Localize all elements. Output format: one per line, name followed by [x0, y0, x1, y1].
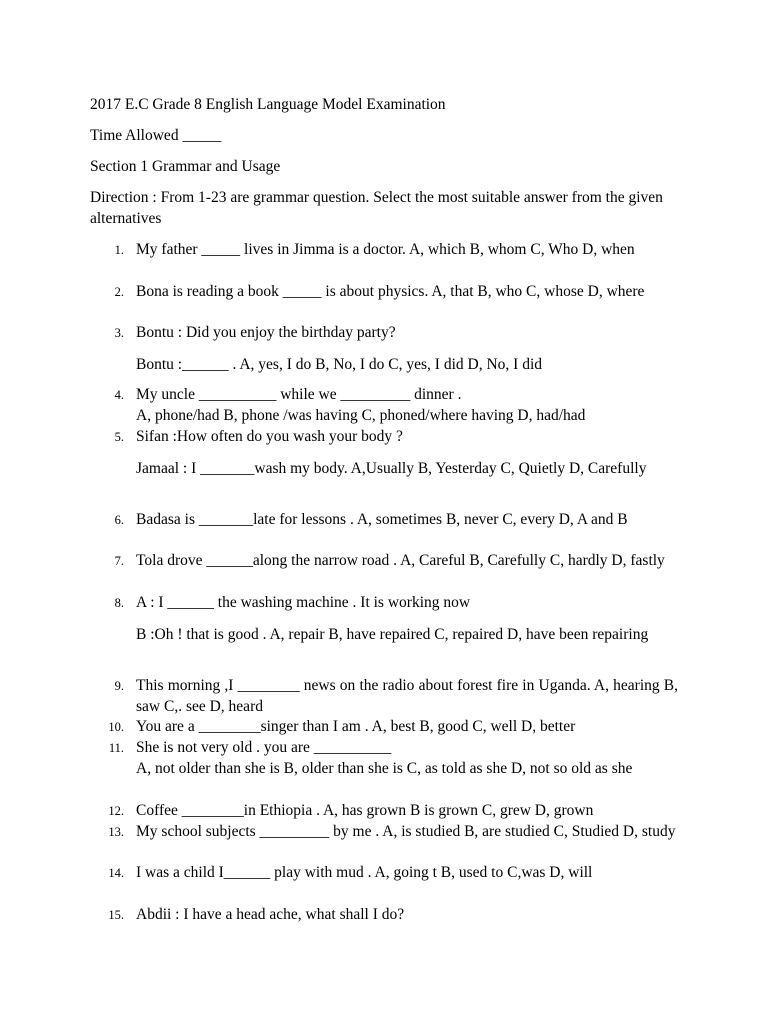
question-text: Bontu : Did you enjoy the birthday party? — [136, 324, 396, 341]
question-text: This morning ,I ________ news on the radio about forest fire in Uganda. A, hearing B, saw C,. see D, heard — [136, 677, 678, 715]
question-response: Bontu :______ . A, yes, I do B, No, I do C, yes, I did D, No, I did — [136, 356, 543, 373]
question-text: Tola drove ______along the narrow road . A, Careful B, Carefully C, hardly D, fastly — [136, 552, 665, 569]
question-text: My school subjects _________ by me . A, is studied B, are studied C, Studied D, study — [136, 823, 676, 840]
question-number: 10. — [108, 720, 124, 734]
question-text: I was a child I______ play with mud . A, going t B, used to C,was D, will — [136, 864, 593, 881]
time-allowed: Time Allowed _____ — [90, 127, 222, 144]
exam-title: 2017 E.C Grade 8 English Language Model Examination — [90, 96, 446, 113]
question-text: Bona is reading a book _____ is about physics. A, that B, who C, whose D, where — [136, 283, 645, 300]
question-text: Badasa is _______late for lessons . A, sometimes B, never C, every D, A and B — [136, 511, 628, 528]
question-number: 15. — [108, 908, 124, 922]
direction-text: Direction : From 1-23 are grammar question. Select the most suitable answer from the given alternatives — [90, 189, 663, 227]
question-text: My father _____ lives in Jimma is a doctor. A, which B, whom C, Who D, when — [136, 241, 635, 258]
question-body — [136, 385, 678, 426]
question-number: 13. — [108, 825, 124, 839]
question-options: A, not older than she is B, older than she is C, as told as she D, not so old as she — [136, 759, 633, 777]
question-text: Coffee ________in Ethiopia . A, has grown B is grown C, grew D, grown — [136, 802, 594, 819]
question-response: Jamaal : I _______wash my body. A,Usually B, Yesterday C, Quietly D, Carefully — [136, 460, 647, 477]
question-number: 8. — [114, 596, 124, 610]
question-number: 1. — [114, 243, 124, 257]
question-text: Sifan :How often do you wash your body ? — [136, 428, 403, 445]
question-response: B :Oh ! that is good . A, repair B, have repaired C, repaired D, have been repairing — [136, 626, 649, 643]
question-number: 4. — [114, 388, 124, 402]
question-number: 3. — [114, 326, 124, 340]
question-options: A, phone/had B, phone /was having C, phoned/where having D, had/had — [136, 406, 586, 424]
question-number: 2. — [114, 285, 124, 299]
question-number: 12. — [108, 804, 124, 818]
question-number: 9. — [114, 679, 124, 693]
question-number: 6. — [114, 513, 124, 527]
question-text: A : I ______ the washing machine . It is working now — [136, 594, 471, 611]
question-number: 5. — [114, 430, 124, 444]
question-text: My uncle __________ while we _________ dinner . — [136, 386, 462, 403]
question-number: 7. — [114, 554, 124, 568]
question-text: She is not very old . you are __________ — [136, 739, 392, 756]
question-body — [136, 738, 678, 779]
question-text: You are a ________singer than I am . A, best B, good C, well D, better — [136, 718, 576, 735]
question-number: 11. — [108, 741, 124, 755]
section-heading: Section 1 Grammar and Usage — [90, 158, 281, 175]
question-text: Abdii : I have a head ache, what shall I do? — [136, 906, 405, 923]
question-number: 14. — [108, 866, 124, 880]
